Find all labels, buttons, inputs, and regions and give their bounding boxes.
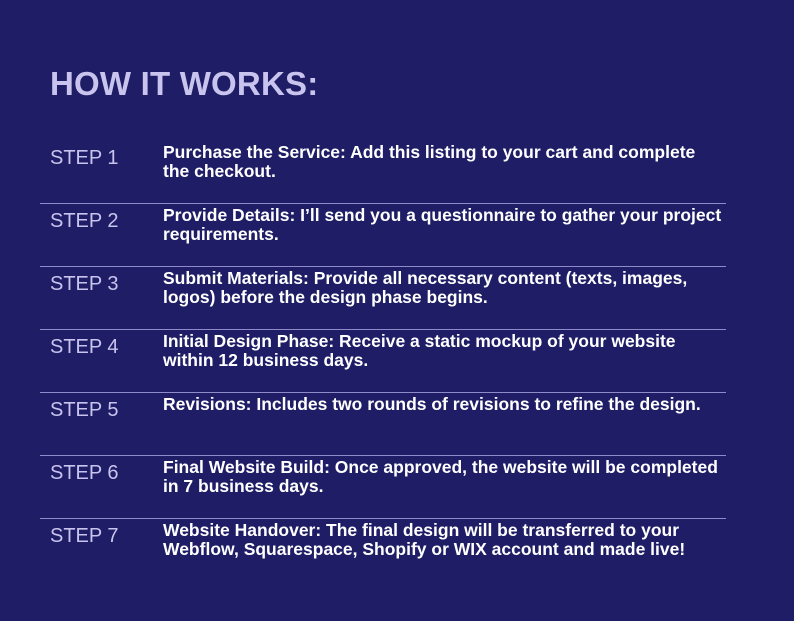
step-label: STEP 5: [50, 399, 119, 421]
step-description: Initial Design Phase: Receive a static mockup of your website within 12 business days.: [163, 331, 676, 370]
steps-list: [40, 141, 726, 582]
step-row: [40, 204, 726, 267]
step-label: STEP 1: [50, 147, 119, 169]
step-row: [40, 456, 726, 519]
step-row: [40, 519, 726, 582]
page-title: HOW IT WORKS:: [50, 65, 319, 102]
step-row: [40, 393, 726, 456]
step-label: STEP 2: [50, 210, 119, 232]
step-row: [40, 141, 726, 204]
step-description: Provide Details: I’ll send you a questionnaire to gather your project requirements.: [163, 205, 722, 244]
step-label: STEP 3: [50, 273, 119, 295]
step-description: Purchase the Service: Add this listing to your cart and complete the checkout.: [163, 142, 696, 181]
step-description: Final Website Build: Once approved, the website will be completed in 7 business days.: [163, 457, 718, 496]
step-label: STEP 7: [50, 525, 119, 547]
step-row: [40, 330, 726, 393]
step-description: Website Handover: The final design will be transferred to your Webflow, Squarespace, Shopify or WIX account and made live!: [163, 520, 686, 559]
step-label: STEP 6: [50, 462, 119, 484]
step-description: Revisions: Includes two rounds of revisions to refine the design.: [163, 394, 701, 414]
step-row: [40, 267, 726, 330]
step-description: Submit Materials: Provide all necessary content (texts, images, logos) before the design phase begins.: [163, 268, 688, 307]
step-label: STEP 4: [50, 336, 119, 358]
